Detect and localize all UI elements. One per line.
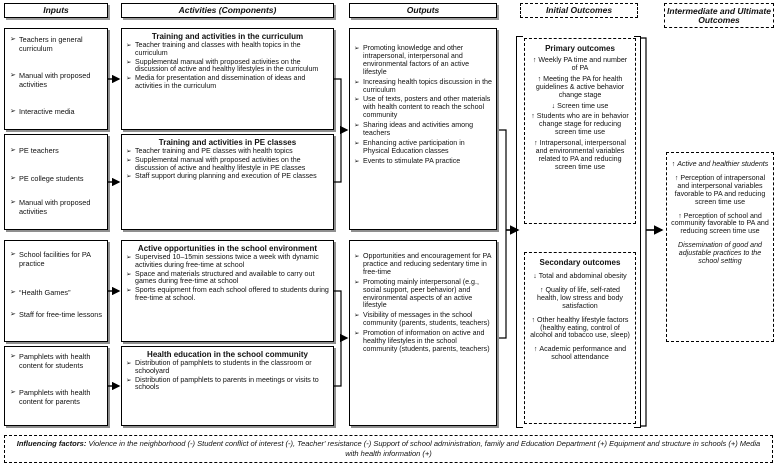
activity-item: ➢ Space and materials structured and available to carry out games during free-time at school <box>126 271 330 287</box>
decrease-arrow-icon: ↓ <box>551 102 556 110</box>
ultimate-item: ↑ Perception of school and community favorable to PA and reducing screen time use <box>671 211 769 236</box>
initial-outcomes-header: Initial Outcomes <box>520 3 638 18</box>
activity-title: Training and activities in PE classes <box>158 138 297 147</box>
outcome-item: ↑ Meeting the PA for health guidelines & active behavior change stage <box>535 74 625 99</box>
increase-arrow-icon: ↑ <box>531 113 535 121</box>
activity-title: Training and activities in the curriculum <box>151 32 304 41</box>
outcome-item: ↓ Total and abdominal obesity <box>533 272 627 280</box>
outcome-item: ↑ Intrapersonal, interpersonal and environmental variables related to PA and reducing screen time use <box>534 139 626 171</box>
outcome-item: ↑ Other healthy lifestyle factors (healthy eating, control of alcohol and tobacco use, sleep) <box>530 315 630 340</box>
activities-header: Activities (Components) <box>121 3 334 18</box>
secondary-outcomes-box <box>524 252 636 424</box>
ultimate-outcomes-header: Intermediate and Ultimate Outcomes <box>664 3 774 28</box>
activity-item: ➢ Supplemental manual with proposed activities on the discussion of active and healthy lifestyles in the curriculum <box>126 59 330 75</box>
outcome-item: ↑ Quality of life, self-rated health, low stress and body satisfaction <box>537 285 623 310</box>
increase-arrow-icon: ↑ <box>674 174 679 182</box>
increase-arrow-icon: ↑ <box>532 57 537 64</box>
activity-item: ➢ Teacher training and classes with health topics in the curriculum <box>126 42 330 58</box>
outcome-item: ↓ Screen time use <box>551 101 609 110</box>
input-item: ➢ Teachers in general curriculum <box>10 36 104 53</box>
influencing-factors-text: Violence in the neighborhood (-) Student conflict of interest (-), Teacher' resistance (-) Support of school administration, family and Education Department (+) Equipment and structure in schools (+) Media with health information (+) <box>88 439 761 458</box>
outcome-item: ↑ Academic performance and school attendance <box>533 345 627 362</box>
input-item: ➢ Pamphlets with health content for parents <box>10 389 104 406</box>
increase-arrow-icon: ↑ <box>678 212 682 220</box>
decrease-arrow-icon: ↓ <box>533 273 537 280</box>
output-item: ➢ Promoting knowledge and other intrapersonal, interpersonal and environmental factors of an active lifestyle <box>354 45 493 77</box>
output-item: ➢ Enhancing active participation in Physical Education classes <box>354 140 493 156</box>
inputs-header: Inputs <box>4 3 108 18</box>
secondary-outcomes-title: Secondary outcomes <box>539 258 621 267</box>
activity-item: ➢ Distribution of pamphlets to students in the classroom or schoolyard <box>126 360 330 376</box>
influencing-factors <box>4 435 773 463</box>
ultimate-item: ↑ Active and healthier students <box>671 160 769 168</box>
output-item: ➢ Promotion of information on active and healthy lifestyles in the school community (students, parents, teachers) <box>354 330 493 354</box>
input-item: ➢ Manual with proposed activities <box>10 199 104 216</box>
increase-arrow-icon: ↑ <box>534 140 538 148</box>
ultimate-item: ↑ Perception of intrapersonal and interpersonal variables favorable to PA and reducing screen time use <box>674 173 766 206</box>
primary-outcomes-title: Primary outcomes <box>545 44 615 53</box>
activity-item: ➢ Teacher training and PE classes with health topics <box>126 148 330 156</box>
activity-item: ➢ Distribution of pamphlets to parents in meetings or visits to schools <box>126 377 330 393</box>
activity-item: ➢ Supplemental manual with proposed activities on the discussion of active and healthy lifestyle in PE classes <box>126 157 330 173</box>
bracket-output-outcome <box>497 130 506 338</box>
input-item: ➢ Staff for free-time lessons <box>10 311 104 320</box>
outputs-box-2 <box>349 240 497 426</box>
outputs-box-1 <box>349 28 497 230</box>
output-item: ➢ Promoting mainly interpersonal (e.g., social support, peer behavior) and environmental aspects of an active lifestyle <box>354 279 493 311</box>
increase-arrow-icon: ↑ <box>671 161 676 168</box>
ultimate-item: Dissemination of good and adjustable practices to the school setting <box>678 241 762 266</box>
increase-arrow-icon: ↑ <box>539 286 544 294</box>
activity-title: Health education in the school community <box>147 350 308 359</box>
output-item: ➢ Visibility of messages in the school community (parents, students, teachers) <box>354 312 493 328</box>
input-item: ➢ Interactive media <box>10 108 104 117</box>
activity-title: Active opportunities in the school environment <box>137 244 318 253</box>
bracket-activity-output <box>334 79 341 182</box>
output-item: ➢ Events to stimulate PA practice <box>354 158 493 166</box>
activity-item: ➢ Sports equipment from each school offered to students during free-time at school. <box>126 287 330 303</box>
output-item: ➢ Use of texts, posters and other materials with health content to reach the school community <box>354 96 493 120</box>
outcome-item: ↑ Weekly PA time and number of PA <box>532 56 628 72</box>
input-item: ➢ PE college students <box>10 175 104 184</box>
bracket-activity-output <box>334 291 341 386</box>
increase-arrow-icon: ↑ <box>533 346 538 354</box>
activity-item: ➢ Media for presentation and dissemination of ideas and activities in the curriculum <box>126 75 330 91</box>
primary-outcomes-box <box>524 38 636 224</box>
output-item: ➢ Opportunities and encouragement for PA practice and reducing sedentary time in free-time <box>354 253 493 277</box>
input-item: ➢ Pamphlets with health content for students <box>10 353 104 370</box>
increase-arrow-icon: ↑ <box>531 316 535 324</box>
input-item: ➢ Manual with proposed activities <box>10 72 104 89</box>
ultimate-outcomes-box <box>666 152 774 342</box>
output-item: ➢ Increasing health topics discussion in the curriculum <box>354 79 493 95</box>
input-item: ➢ “Health Games” <box>10 289 104 298</box>
outputs-header: Outputs <box>349 3 497 18</box>
input-item: ➢ School facilities for PA practice <box>10 251 104 268</box>
influencing-factors-label: Influencing factors: <box>16 439 87 448</box>
activity-item: ➢ Supervised 10–15min sessions twice a week with dynamic activities during free-time at school <box>126 254 330 270</box>
input-item: ➢ PE teachers <box>10 147 104 156</box>
output-item: ➢ Sharing ideas and activities among teachers <box>354 122 493 138</box>
activity-item: ➢ Staff support during planning and execution of PE classes <box>126 173 330 181</box>
initial-outcomes-bracket-left <box>516 36 523 428</box>
outcome-item: ↑ Students who are in behavior change stage for reducing screen time use <box>531 112 629 137</box>
increase-arrow-icon: ↑ <box>537 75 542 83</box>
